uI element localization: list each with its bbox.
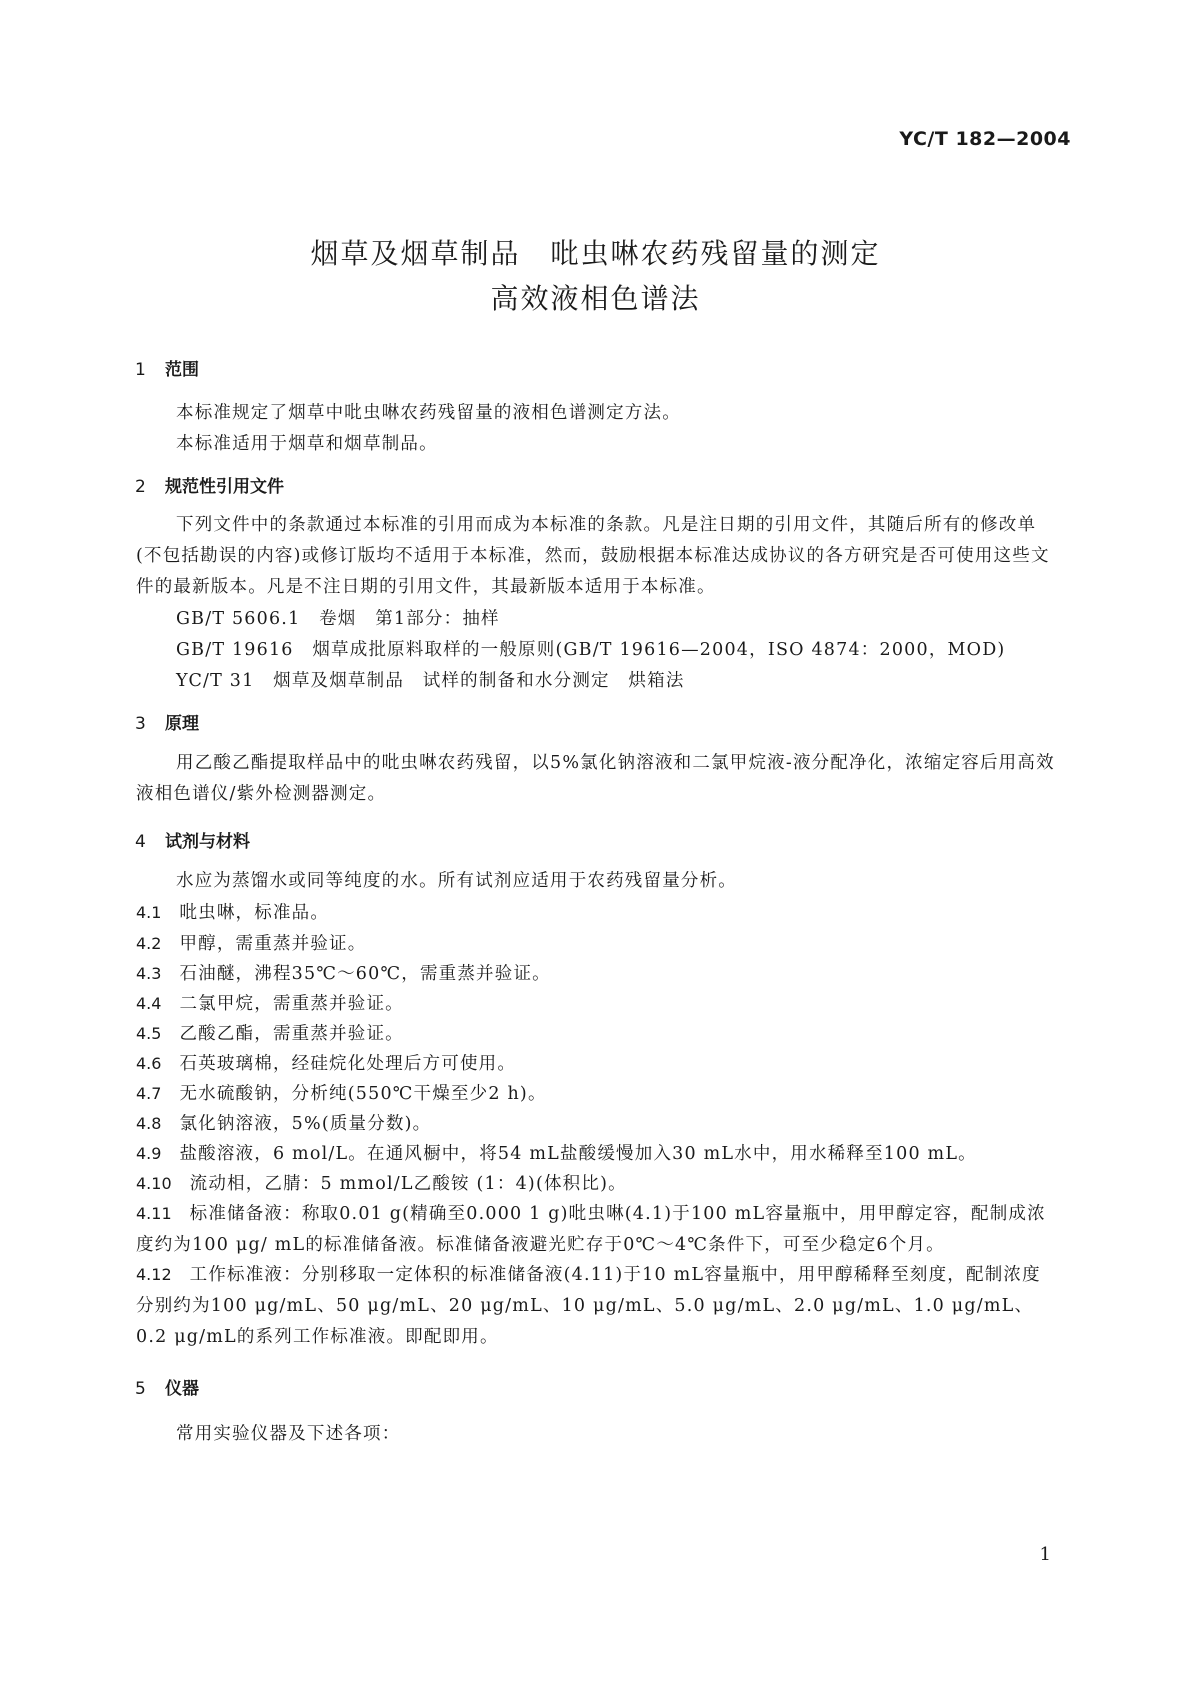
section-2-para-1: 下列文件中的条款通过本标准的引用而成为本标准的条款。凡是注日期的引用文件，其随后所有的修改单(不包括勘误的内容)或修订版均不适用于本标准，然而，鼓励根据本标准达成协议的各方研究是否可使用这些文件的最新版本。凡是不注日期的引用文件，其最新版本适用于本标准。 <box>136 515 1050 597</box>
section-number: 5 <box>135 1379 146 1399</box>
item-text: 标准储备液：称取0.01 g(精确至0.000 1 g)吡虫啉(4.1)于100 mL容量瓶中，用甲醇定容，配制成浓度约为100 μg/ mL的标准储备液。标准储备液避光贮存于0℃～4℃条件下，可至少稳定6个月。 <box>136 1204 1046 1255</box>
item-text: 乙酸乙酯，需重蒸并验证。 <box>179 1024 404 1044</box>
item-number: 4.2 <box>136 934 162 953</box>
item-number: 4.3 <box>136 964 162 983</box>
list-item <box>136 988 1056 1020</box>
list-item <box>136 958 1056 990</box>
item-number: 4.8 <box>136 1114 162 1133</box>
standard-code: YC/T 182—2004 <box>899 128 1071 150</box>
section-number: 4 <box>135 832 146 852</box>
reference-item: YC/T 31 烟草及烟草制品 试样的制备和水分测定 烘箱法 <box>176 671 685 691</box>
item-text: 流动相，乙腈：5 mmol/L乙酸铵 (1：4)(体积比)。 <box>189 1174 627 1194</box>
item-text: 无水硫酸钠，分析纯(550℃干燥至少2 h)。 <box>179 1084 547 1104</box>
item-text: 二氯甲烷，需重蒸并验证。 <box>179 994 404 1014</box>
item-number: 4.12 <box>136 1265 172 1284</box>
section-1-para-1: 本标准规定了烟草中吡虫啉农药残留量的液相色谱测定方法。 <box>176 403 681 423</box>
section-5-para-1: 常用实验仪器及下述各项： <box>176 1424 401 1444</box>
section-number: 3 <box>135 714 146 734</box>
document-title-line1: 烟草及烟草制品 吡虫啉农药残留量的测定 <box>310 237 881 270</box>
item-number: 4.1 <box>136 903 162 922</box>
section-3-heading <box>135 709 199 734</box>
section-number: 1 <box>135 360 146 380</box>
section-2-heading <box>135 472 284 497</box>
item-number: 4.4 <box>136 994 162 1013</box>
item-number: 4.5 <box>136 1024 162 1043</box>
list-item <box>136 1048 1056 1080</box>
list-item <box>136 897 1056 929</box>
list-item <box>136 1018 1056 1050</box>
section-1-para-2: 本标准适用于烟草和烟草制品。 <box>176 434 438 454</box>
item-number: 4.6 <box>136 1054 162 1073</box>
section-number: 2 <box>135 477 146 497</box>
reference-item: GB/T 5606.1 卷烟 第1部分：抽样 <box>176 609 500 629</box>
list-item <box>136 1198 1056 1261</box>
item-text: 甲醇，需重蒸并验证。 <box>179 934 367 954</box>
item-number: 4.9 <box>136 1144 162 1163</box>
section-title: 原理 <box>165 714 199 734</box>
section-5-heading <box>135 1374 199 1399</box>
section-4-heading <box>135 827 250 852</box>
list-item <box>136 1259 1056 1353</box>
section-1-heading <box>135 355 199 380</box>
document-title-line2: 高效液相色谱法 <box>490 282 701 315</box>
section-title: 试剂与材料 <box>165 832 250 852</box>
list-item <box>136 928 1056 960</box>
item-text: 石油醚，沸程35℃～60℃，需重蒸并验证。 <box>179 964 551 984</box>
item-text: 工作标准液：分别移取一定体积的标准储备液(4.11)于10 mL容量瓶中，用甲醇稀释至刻度，配制浓度分别约为100 μg/mL、50 μg/mL、20 μg/mL、10 μg/mL、5.0 μg/mL、2.0 μg/mL、1.0 μg/mL、0.2 μg/mL的系列工作标准液。即配即用。 <box>136 1265 1041 1347</box>
item-number: 4.7 <box>136 1084 162 1103</box>
section-3-para-1: 用乙酸乙酯提取样品中的吡虫啉农药残留，以5%氯化钠溶液和二氯甲烷液-液分配净化，浓缩定容后用高效液相色谱仪/紫外检测器测定。 <box>136 753 1055 804</box>
reference-item: GB/T 19616 烟草成批原料取样的一般原则(GB/T 19616—2004，ISO 4874：2000，MOD) <box>176 640 1006 660</box>
item-text: 氯化钠溶液，5%(质量分数)。 <box>179 1114 432 1134</box>
page-number: 1 <box>1039 1544 1051 1565</box>
list-item <box>136 1108 1056 1140</box>
list-item <box>136 1078 1056 1110</box>
item-number: 4.11 <box>136 1204 172 1223</box>
section-title: 仪器 <box>165 1379 199 1399</box>
section-title: 规范性引用文件 <box>165 477 284 497</box>
item-text: 石英玻璃棉，经硅烷化处理后方可使用。 <box>179 1054 517 1074</box>
section-4-para-1: 水应为蒸馏水或同等纯度的水。所有试剂应适用于农药残留量分析。 <box>176 871 737 891</box>
section-title: 范围 <box>165 360 199 380</box>
item-number: 4.10 <box>136 1174 172 1193</box>
item-text: 盐酸溶液，6 mol/L。在通风橱中，将54 mL盐酸缓慢加入30 mL水中，用水稀释至100 mL。 <box>179 1144 977 1164</box>
list-item <box>136 1168 1056 1200</box>
list-item <box>136 1138 1056 1170</box>
item-text: 吡虫啉，标准品。 <box>179 903 330 923</box>
